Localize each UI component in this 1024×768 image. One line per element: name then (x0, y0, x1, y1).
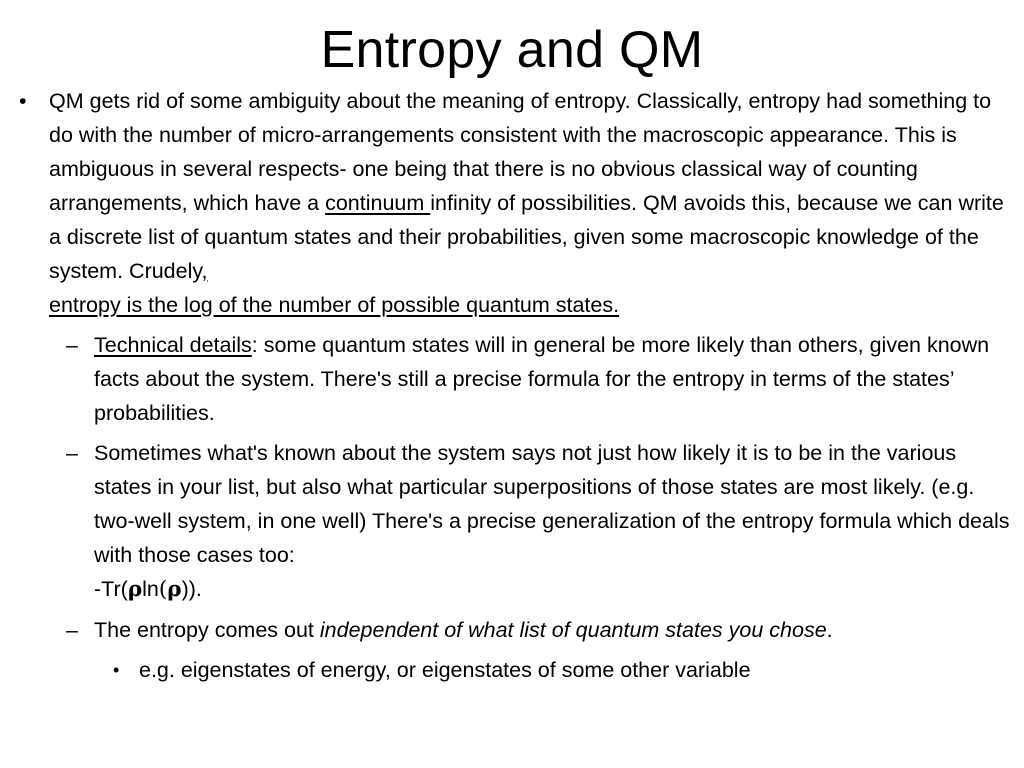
eigenstates-text: e.g. eigenstates of energy, or eigenstates of some other variable (139, 658, 751, 682)
main-bullet-text-1: QM gets rid of some ambiguity about the meaning of entropy. Classically, entropy had something to do with the number of micro-arrangements consistent with the macroscopic appearance. This is ambiguous in several respects- one being that there is no obvious classical way of counting arrangements, which have a (49, 89, 992, 215)
slide-title: Entropy and QM (320, 21, 704, 79)
slide-body (18, 84, 1010, 687)
formula-prefix: -Tr( (94, 577, 128, 601)
dash-icon: – (66, 441, 78, 465)
dash-icon: – (66, 333, 78, 357)
sub-sub-bullet-eigenstates (113, 653, 1010, 687)
bullet-icon: • (113, 660, 120, 680)
formula-suffix: )). (181, 577, 202, 601)
formula-ln: ln (142, 577, 159, 601)
sub-bullet-independent (66, 613, 1010, 647)
technical-details-link[interactable]: Technical details (94, 333, 252, 357)
independent-suffix: . (826, 618, 833, 642)
bullet-icon: • (19, 89, 27, 113)
entropy-formula (94, 577, 202, 601)
main-bullet (18, 84, 1010, 322)
formula-rho-1: ρ (127, 577, 143, 602)
crudely-comma: , (201, 259, 208, 283)
sub-bullet-technical (66, 328, 1010, 430)
technical-details-text: : some quantum states will in general be more likely than others, given known facts about the system. There's still a precise formula for the entropy in terms of the states’ probabilities. (94, 333, 990, 425)
superpositions-text: Sometimes what's known about the system says not just how likely it is to be in the various states in your list, but also what particular superpositions of those states are most likely. (e.g. two-well system, in one well) There's a precise generalization of the entropy formula which deals with those cases too: (94, 441, 1010, 567)
independent-prefix: The entropy comes out (94, 618, 320, 642)
dash-icon: – (66, 618, 78, 642)
sub-bullet-superpositions (66, 436, 1010, 607)
main-bullet-text-2: infinity of possibilities. QM avoids this, because we can write a discrete list of quantum states and their probabilities, given some macroscopic knowledge of the system. Crudely (49, 191, 1004, 283)
entropy-definition: entropy is the log of the number of possible quantum states. (49, 293, 620, 317)
formula-rho-2: ρ (167, 577, 182, 602)
independent-emphasis: independent of what list of quantum states you chose (319, 618, 827, 642)
continuum-term: continuum (325, 191, 431, 215)
formula-paren: ( (158, 577, 168, 602)
